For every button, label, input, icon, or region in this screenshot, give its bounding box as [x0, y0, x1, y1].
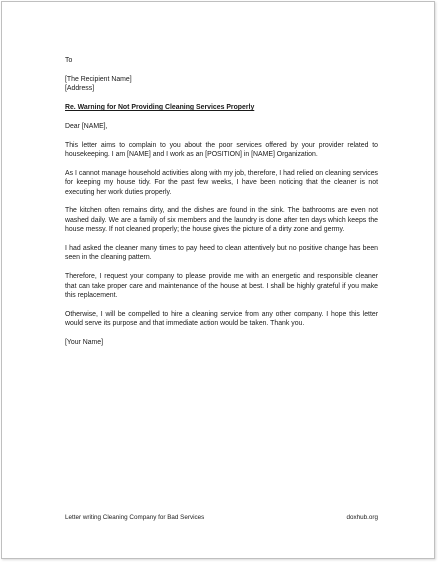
to-label: To — [65, 57, 73, 64]
paragraph-4: I had asked the cleaner many times to pay heed to clean attentively but no positive change has been seen in the cleaning pattern. — [65, 245, 378, 262]
paragraph-5: Therefore, I request your company to please provide me with an energetic and responsible cleaner that can take proper care and maintenance of the house at best. I shall be highly grateful if you make this replacement. — [65, 273, 378, 300]
recipient-address: [Address] — [65, 85, 95, 93]
footer-title: Letter writing Cleaning Company for Bad Services — [65, 514, 205, 521]
salutation: Dear [NAME], — [65, 122, 108, 130]
recipient-name: [The Recipient Name] — [65, 75, 132, 83]
paragraph-1: This letter aims to complain to you about the poor services offered by your provider related to housekeeping. I am [NAME] and I work as an [POSITION] in [NAME] Organization. — [65, 141, 378, 158]
letter-subject: Re. Warning for Not Providing Cleaning Services Properly — [65, 104, 255, 111]
footer-site: doxhub.org — [346, 514, 378, 521]
paragraph-2: As I cannot manage household activities along with my job, therefore, I had relied on cleaning services for keeping my house tidy. For the past few weeks, I have been noticing that the cleaner is not executing her work duties properly. — [65, 169, 378, 196]
paragraph-3: The kitchen often remains dirty, and the dishes are found in the sink. The bathrooms are even not washed daily. We are a family of six members and the laundry is done after ten days which keeps the house messy. If not cleaned properly; the house gives the picture of a dirty zone and germy. — [65, 207, 378, 234]
recipient-block — [65, 75, 378, 94]
document-page — [1, 1, 435, 559]
page-footer — [65, 514, 378, 521]
letter-body — [65, 56, 378, 347]
signature: [Your Name] — [65, 339, 104, 347]
paragraph-6: Otherwise, I will be compelled to hire a cleaning service from any other company. I hope this letter would serve its purpose and that immediate action would be taken. Thank you. — [65, 310, 378, 328]
